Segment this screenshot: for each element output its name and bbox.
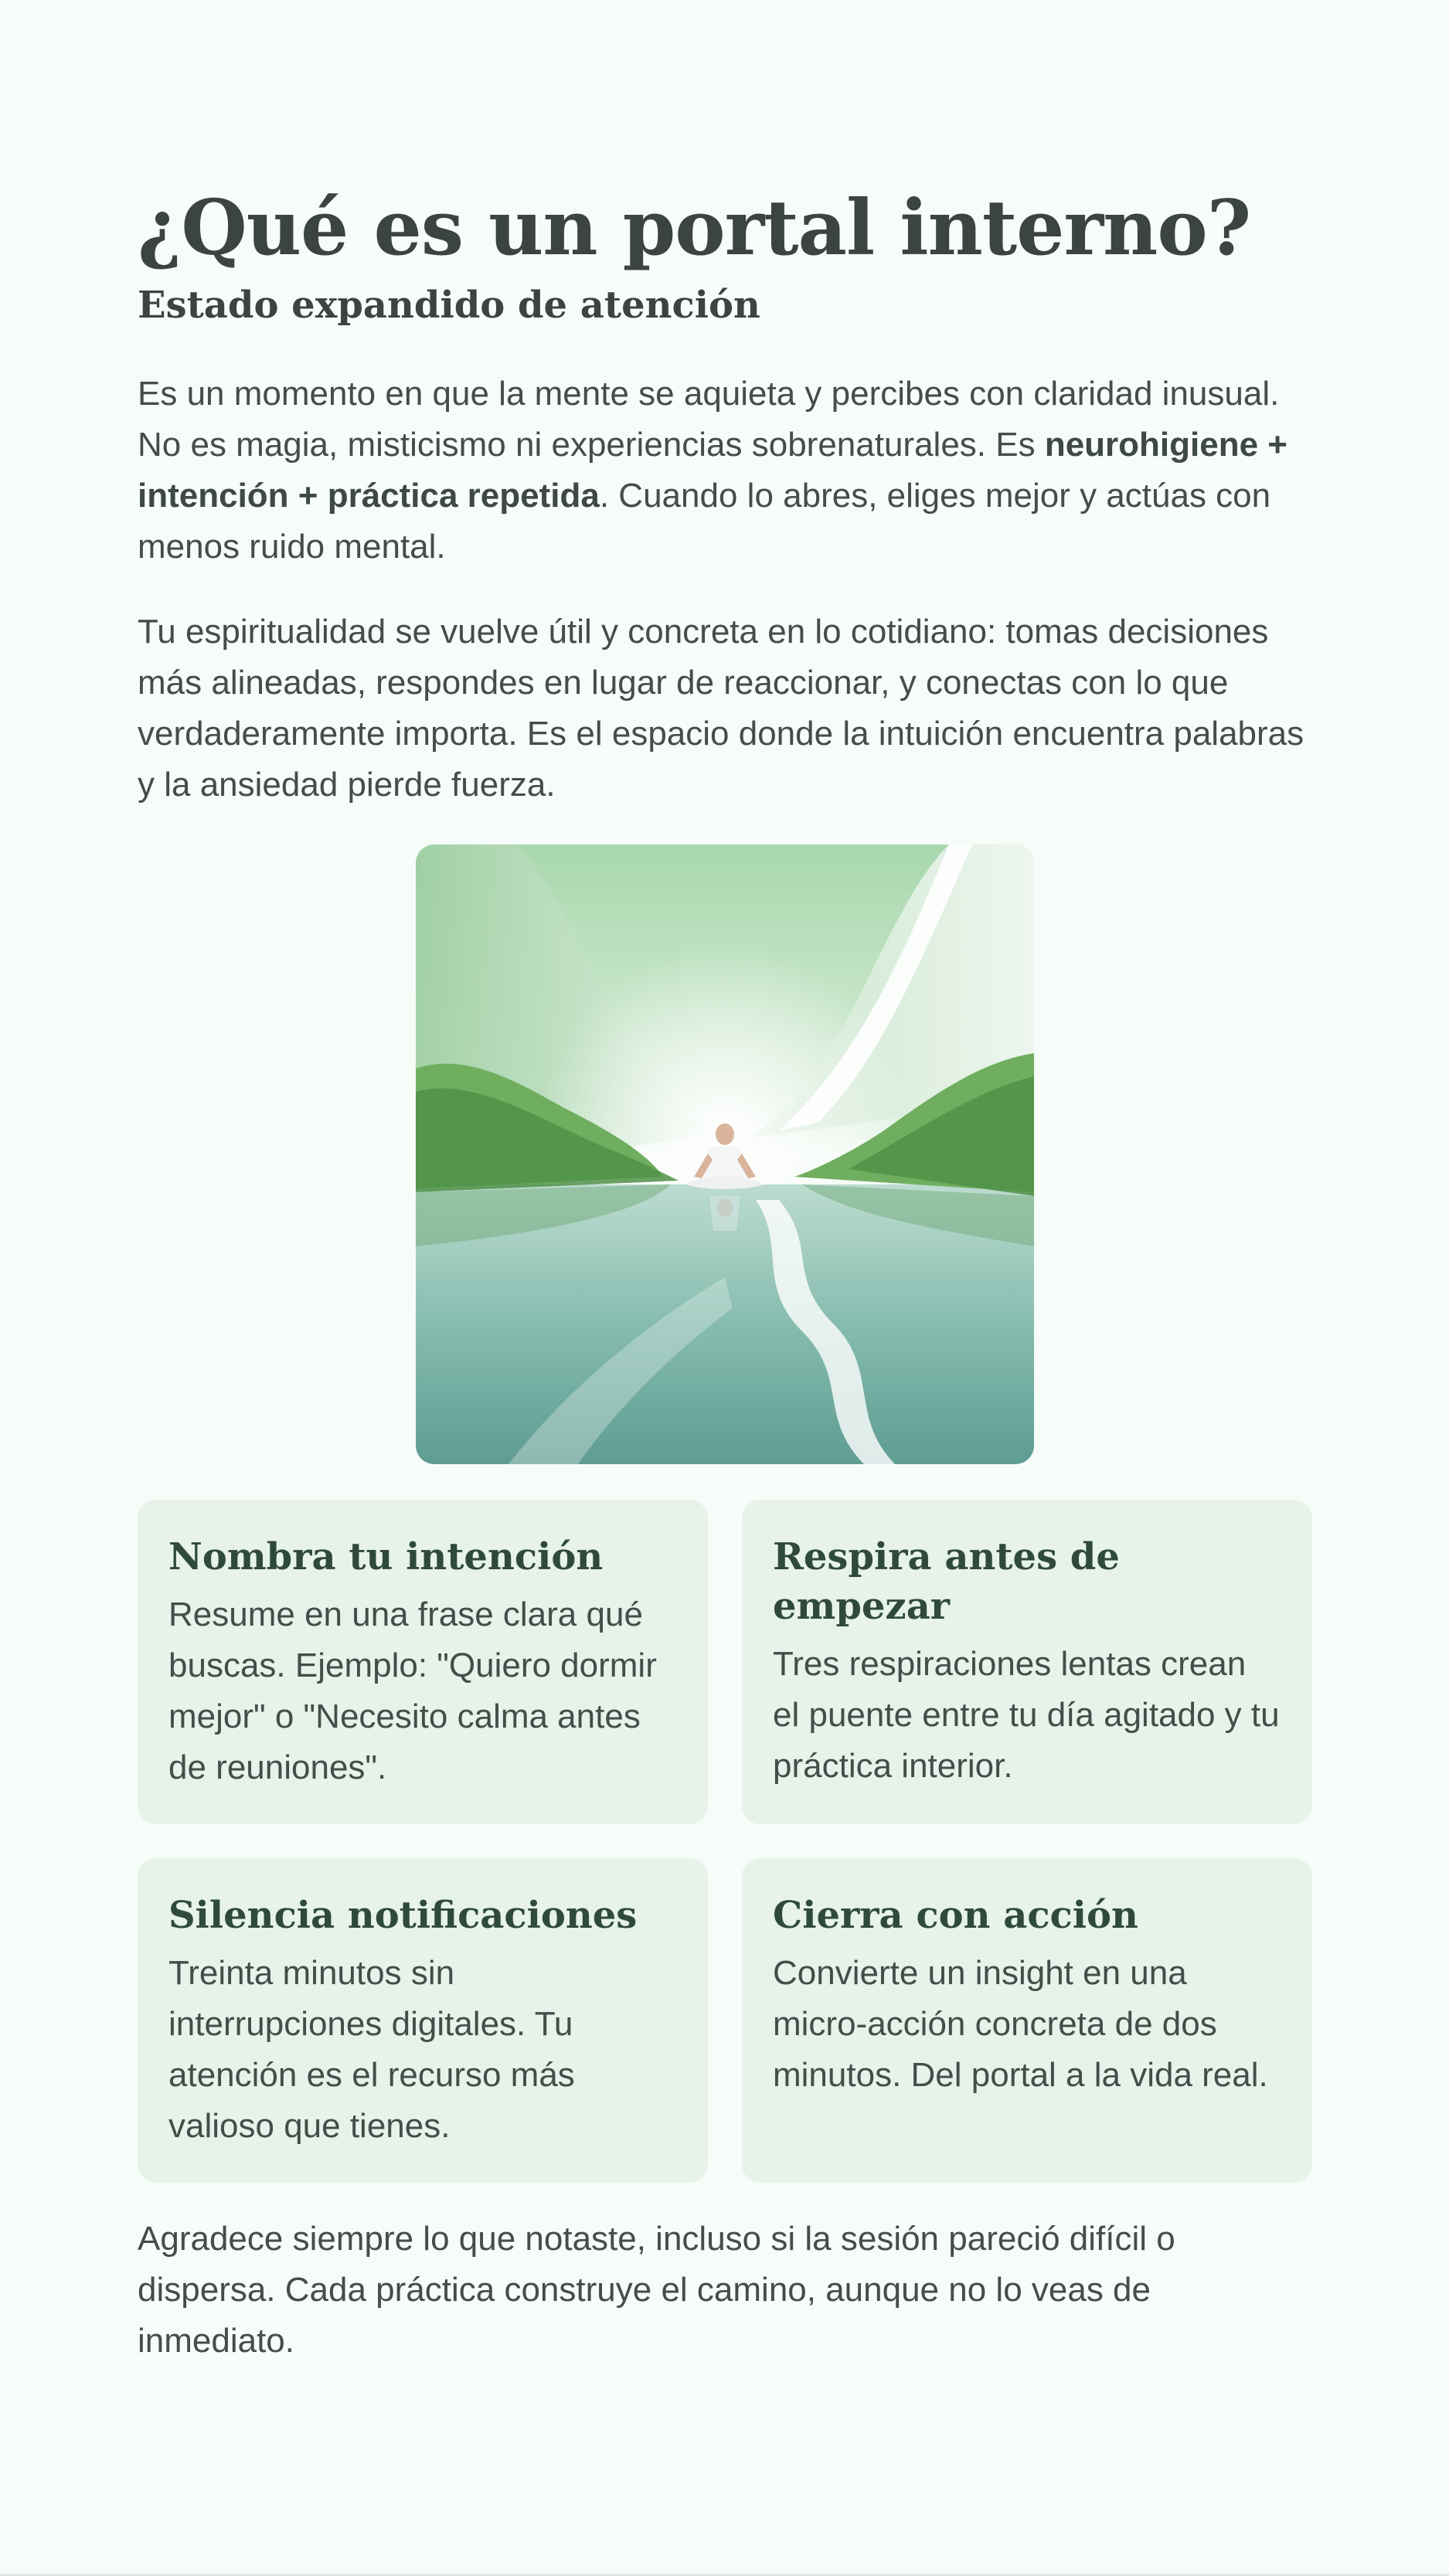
tip-card-text: Treinta minutos sin interrupciones digitales. Tu atención es el recurso más valioso que tienes. <box>168 1953 575 2145</box>
tip-card-action <box>742 1858 1312 2183</box>
tips-grid <box>138 1500 1312 2183</box>
page-title: ¿Qué es un portal interno? <box>138 184 1251 273</box>
tip-card-title: Cierra con acción <box>773 1893 1138 1937</box>
intro-text-1b: . Cuando lo abres, eliges mejor y actúas con menos ruido mental. <box>138 476 1271 566</box>
tip-card-title: Silencia notificaciones <box>168 1893 638 1937</box>
intro-text-1a: Es un momento en que la mente se aquieta y percibes con claridad inusual. No es magia, misticismo ni experiencias sobrenaturales. Es <box>138 374 1280 464</box>
tip-card-intention <box>138 1500 708 1824</box>
tip-card-text: Convierte un insight en una micro-acción concreta de dos minutos. Del portal a la vida real. <box>773 1953 1268 2094</box>
tip-card-text: Tres respiraciones lentas crean el puente entre tu día agitado y tu práctica interior. <box>773 1644 1280 1785</box>
intro-paragraph-2: Tu espiritualidad se vuelve útil y concreta en lo cotidiano: tomas decisiones más alineadas, respondes en lugar de reaccionar, y conectas con lo que verdaderamente importa. Es el espacio donde la intuición encuentra palabras y la ansiedad pierde fuerza. <box>138 612 1304 804</box>
intro-paragraph-1 <box>138 369 1312 573</box>
page-subtitle: Estado expandido de atención <box>138 283 760 327</box>
tip-card-title: Respira antes de empezar <box>773 1534 1120 1628</box>
hero-image-container <box>138 845 1312 1464</box>
tip-card-text: Resume en una frase clara qué buscas. Ejemplo: "Quiero dormir mejor" o "Necesito calma antes de reuniones". <box>168 1595 657 1786</box>
meditation-image <box>416 845 1034 1464</box>
tip-card-notifications <box>138 1858 708 2183</box>
closing-paragraph: Agradece siempre lo que notaste, incluso si la sesión pareció difícil o dispersa. Cada práctica construye el camino, aunque no lo veas de inmediato. <box>138 2219 1175 2360</box>
tip-card-breathe <box>742 1500 1312 1824</box>
intro-highlight: neurohigiene + intención + práctica repetida <box>138 425 1287 515</box>
tip-card-title: Nombra tu intención <box>168 1534 604 1579</box>
article <box>138 185 1312 2367</box>
